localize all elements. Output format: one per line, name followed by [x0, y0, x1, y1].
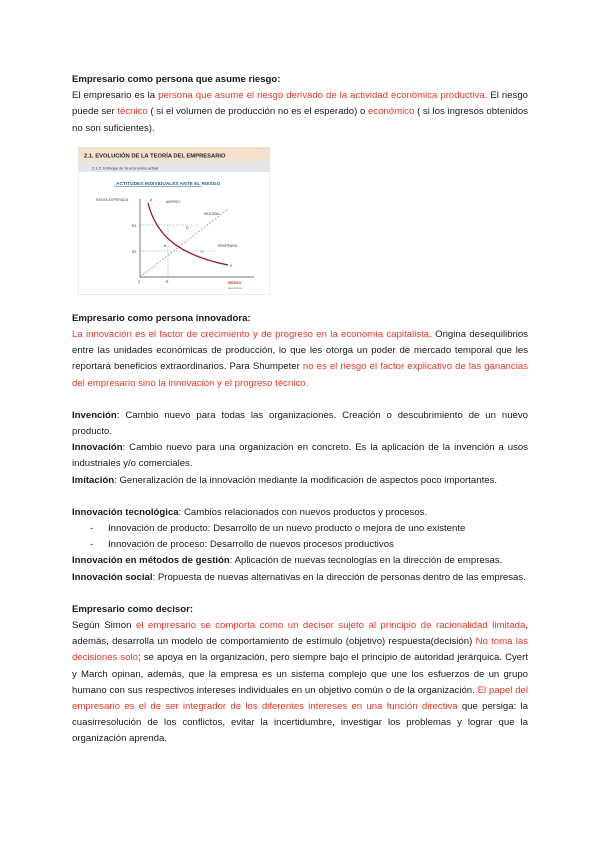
highlighted-text: técnico [117, 106, 148, 118]
label-b: B [164, 243, 167, 248]
body-text: El riesgo puede ser [72, 90, 528, 118]
risk-attitudes-slide [78, 147, 270, 295]
innovation-type-list [72, 521, 528, 553]
highlighted-text: persona que asume el riesgo derivado de la actividad económica productiva. [158, 90, 488, 102]
innovacion-tecnologica: Innovación tecnológica: Cambios relacionados con nuevos productos y procesos. [72, 506, 428, 518]
definition-imitacion: Imitación: Generalización de la innovación mediante la modificación de aspectos poco importantes. [72, 474, 498, 486]
risk-attitudes-figure [78, 147, 270, 295]
chart-title: ACTITUDES INDIVIDUALES ANTE EL RIESGO [116, 181, 221, 187]
section-title-riesgo: Empresario como persona que asume riesgo: [72, 74, 281, 85]
paragraph-innovadora [72, 327, 528, 392]
label-d: D [186, 225, 189, 230]
highlighted-text: El papel del empresario es el de ser integrador de los diferentes intereses en una función directiva [72, 684, 528, 713]
label-averso: AVERSO [166, 199, 180, 204]
label-r1: R1 [132, 223, 137, 228]
highlighted-text: el empresario se comporta como un decisor sujeto al principio de racionalidad limitada [136, 620, 526, 632]
label-r2: R2 [132, 249, 137, 254]
document-page [72, 72, 528, 748]
label-neutral: NEUTRAL [204, 211, 220, 216]
highlighted-text: No toma las decisiones solo [72, 636, 529, 664]
slide-header: 2.1. EVOLUCIÓN DE LA TEORÍA DEL EMPRESARIO [84, 153, 226, 160]
body-text: Origina desequilibrios entre las unidades económicas de producción, lo que les otorga un poder de mercado temporal que les reportará beneficios extraordinarios. Para Shumpeter [72, 329, 529, 373]
label-c: C [201, 249, 204, 254]
label-origin: 0 [138, 279, 140, 284]
label-propenso: PROPENSO [218, 243, 238, 248]
label-x: X [230, 263, 233, 268]
highlighted-text: económico [368, 106, 415, 118]
x-axis-label: RIESGO [228, 280, 242, 285]
highlighted-text: La innovación es el factor de crecimiento y de progreso en la economía capitalista. [72, 329, 432, 341]
section-title-decisor: Empresario como decisor: [72, 603, 194, 615]
innovacion-gestion: Innovación en métodos de gestión: Aplicación de nuevas tecnologías en la dirección de empresas. [72, 555, 503, 567]
paragraph-decisor [72, 618, 528, 748]
highlighted-text: no es el riesgo el factor explicativo de las ganancias del empresario sino la innovación y el progreso técnico. [72, 361, 528, 389]
label-a: A [150, 197, 153, 202]
y-axis-label: RENTA ESPERADA [96, 197, 129, 202]
body-text: Según Simon [72, 620, 137, 632]
body-text: ; se apoya en la organización, pero siempre bajo el principio de autoridad jerárquica. Cyert y March opinan, además, que la empresa es un sistema complejo que une los esfuerzos de un grupo humano con sus respectivos intereses individuales en un objetivo común o de la organización. [72, 652, 528, 696]
paragraph-riesgo [72, 88, 528, 137]
list-item: - Innovación de proceso: Desarrollo de nuevos procesos productivos [90, 539, 394, 551]
body-text: El empresario es la [72, 90, 159, 102]
slide-subheader: 2.1.2. Enfoque de la economía actual [92, 165, 159, 171]
definition-invencion: Invención: Cambio nuevo para todas las organizaciones. Creación o descubrimiento de un nuevo producto. [72, 409, 528, 438]
label-r: R [166, 279, 169, 284]
body-text: ( si los ingresos obtenidos no son suficientes). [72, 106, 528, 134]
slide-footer: www.uhu.es [228, 286, 242, 290]
innovacion-social: Innovación social: Propuesta de nuevas alternativas en la dirección de personas dentro de las empresas. [72, 571, 526, 583]
body-text: que persiga: la cuasirresolución de los conflictos, evitar la incertidumbre, investigar los problemas y lograr que la organización aprenda. [72, 701, 528, 745]
definition-innovacion: Innovación: Cambio nuevo para una organización en concreto. Es la aplicación de la invención a usos industriales y/o comerciales. [72, 442, 528, 470]
body-text: ( si el volumen de producción no es el esperado) o [147, 106, 368, 118]
body-text: , además, desarrolla un modelo de comportamiento de estímulo (objetivo) respuesta(decisión) [72, 620, 529, 648]
list-item: - Innovación de producto: Desarrollo de un nuevo producto o mejora de uno existente [90, 523, 466, 535]
section-title-innovadora: Empresario como persona innovadora: [72, 312, 251, 324]
